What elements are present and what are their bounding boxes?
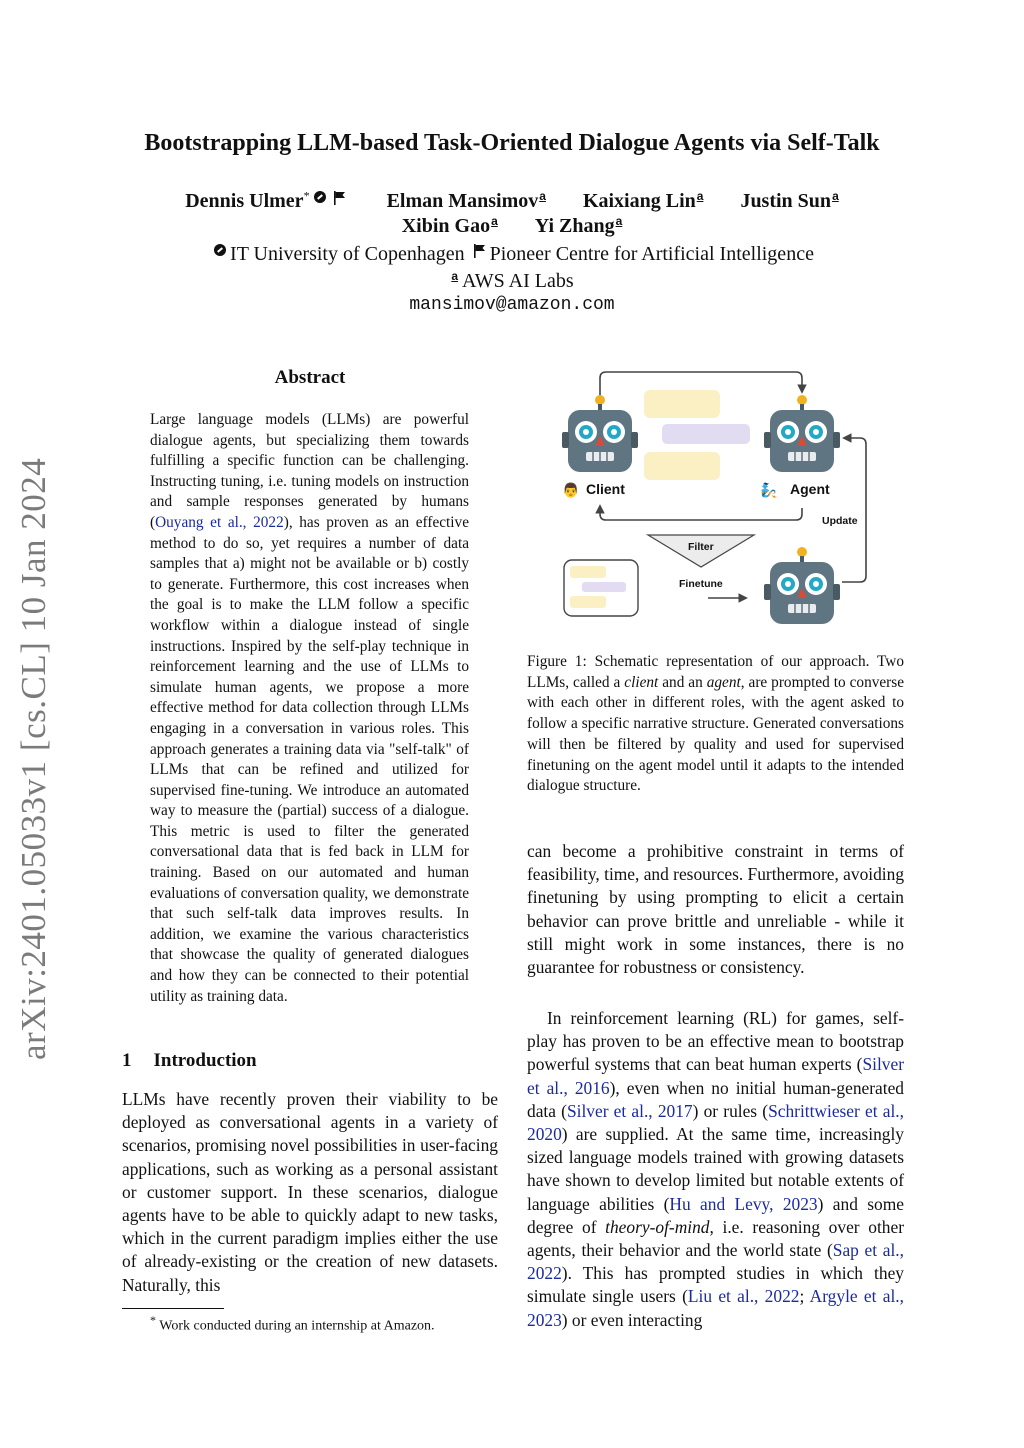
- citation-link[interactable]: Schrittwieser et al., 2020: [527, 1100, 904, 1145]
- agent-robot-icon: [764, 395, 840, 472]
- affiliation-itu: IT University of Copenhagen: [230, 243, 465, 265]
- author: Kaixiang Lina: [582, 188, 704, 212]
- figure-1: [548, 368, 878, 638]
- footnote-rule: [122, 1308, 224, 1309]
- citation-link[interactable]: Hu and Levy, 2023: [669, 1193, 818, 1214]
- agent-label: Agent: [790, 481, 830, 497]
- itu-logo-icon: [314, 191, 326, 203]
- author: Elman Mansimova: [386, 188, 546, 212]
- chat-bubble-icon: [644, 452, 720, 480]
- finetune-label: Finetune: [679, 578, 723, 590]
- section-heading: 1 Introduction: [122, 1050, 257, 1071]
- author-row-1: [0, 188, 1024, 213]
- flag-icon: [334, 191, 346, 205]
- finetuned-robot-icon: [764, 547, 840, 624]
- abstract-heading: Abstract: [274, 367, 346, 388]
- itu-logo-icon: [214, 244, 226, 256]
- paragraph: can become a prohibitive constraint in terms of feasibility, time, and resources. Furthermore, avoiding finetuning by using prompting to elicit a certain behavior can prove brittle and unreliable - while it still might work in some instances, there is no guarantee for robustness or consistency.: [527, 841, 905, 978]
- client-person-icon: 👨: [562, 484, 580, 499]
- filter-label: Filter: [688, 541, 714, 553]
- author: Xibin Gaoa: [401, 214, 498, 237]
- update-label: Update: [822, 515, 858, 527]
- citation-link[interactable]: Liu et al., 2022: [687, 1286, 800, 1307]
- contact-email[interactable]: mansimov@amazon.com: [409, 295, 615, 315]
- introduction-body: LLMs have recently proven their viability to be deployed as conversational agents in a variety of scenarios, promising novel possibilities in user-facing applications, such as working as a personal assistant or customer support. In these scenarios, dialogue agents have to be able to quickly adapt to new tasks, which in the current paradigm implies either the use of already-existing or the creation of new datasets. Naturally, this: [122, 1089, 498, 1295]
- author: Yi Zhanga: [534, 214, 623, 237]
- dialogue-arrow-bottom: [600, 506, 802, 520]
- agent-person-icon: 🧞: [760, 484, 778, 499]
- affiliation-aws-row: [0, 269, 1024, 293]
- citation-link[interactable]: Sap et al., 2022: [527, 1240, 905, 1284]
- author-row-2: [0, 214, 1024, 238]
- citation-link[interactable]: Argyle et al., 2023: [527, 1286, 904, 1330]
- paper-title: Bootstrapping LLM-based Task-Oriented Dialogue Agents via Self-Talk: [144, 130, 880, 156]
- aws-icon: a: [491, 214, 498, 228]
- abstract-body: Large language models (LLMs) are powerful dialogue agents, but specializing them towards fulfilling a specific function can be challenging. Instructing tuning, i.e. tuning models on instruction and sample responses generated by humans (Ouyang et al., 2022), has proven as an effective method to do so, yet requires a number of data samples that a) might not be available or b) costly to generate. Furthermore, this cost increases when the goal is to make the LLM follow a specific workflow within a dialogue instead of single instructions. Inspired by the self-play technique in reinforcement learning and the use of LLMs to simulate human agents, we propose a more effective method for data collection through LLMs engaging in a conversation in various roles. This approach generates a training data via "self-talk" of LLMs that can be refined and utilized for supervised fine-tuning. We introduce an automated way to measure the (partial) success of a dialogue. This metric is used to filter the generated conversational data that is fed back in LLM for training. Based on our automated and human evaluations of conversation quality, we demonstrate that such self-talk data improves results. In addition, we examine the various characteristics that showcase the quality of generated dialogues and how they can be connected to their potential utility as training data.: [150, 411, 469, 1005]
- arxiv-identifier: arXiv:2401.05033v1 [cs.CL] 10 Jan 2024: [14, 457, 53, 1060]
- citation-link[interactable]: Ouyang et al., 2022: [155, 513, 284, 531]
- affiliation-row: [0, 243, 1024, 266]
- affiliation-pioneer: Pioneer Centre for Artificial Intelligence: [489, 243, 814, 265]
- citation-link[interactable]: Silver et al., 2017: [566, 1100, 693, 1121]
- flag-icon: [474, 244, 486, 258]
- update-arrow: [842, 438, 866, 582]
- figure-caption: Figure 1: Schematic representation of our approach. Two LLMs, called a client and an agent, are prompted to converse with each other in different roles, with the agent asked to follow a specific narrative structure. Generated conversations will then be filtered by quality and used for supervised finetuning on the agent model until it adapts to the intended dialogue structure.: [527, 653, 905, 795]
- citation-link[interactable]: Silver et al., 2016: [527, 1054, 904, 1098]
- aws-icon: a: [539, 188, 546, 203]
- aws-icon: a: [615, 214, 623, 228]
- author: Dennis Ulmer*: [185, 190, 349, 212]
- chat-bubble-icon: [662, 424, 750, 444]
- paragraph: In reinforcement learning (RL) for games, self-play has proven to be an effective mean to bootstrap powerful systems that can beat human experts (Silver et al., 2016), even when no initial human-generated data (Silver et al., 2017) or rules (Schrittwieser et al., 2020) are supplied. At the same time, increasingly sized language models trained with growing datasets have shown to develop limited but notable extents of language abilities (Hu and Levy, 2023) and some degree of theory-of-mind, i.e. reasoning over other agents, their behavior and the world state (Sap et al., 2022). This has prompted studies in which they simulate single users (Liu et al., 2022; Argyle et al., 2023) or even interacting: [527, 1008, 905, 1330]
- client-label: Client: [586, 481, 625, 497]
- aws-icon: a: [832, 188, 839, 203]
- aws-icon: a: [451, 269, 459, 283]
- author: Justin Suna: [740, 188, 839, 212]
- footnote: * Work conducted during an internship at Amazon.: [150, 1313, 435, 1334]
- aws-icon: a: [696, 188, 704, 203]
- chat-bubble-icon: [644, 390, 720, 418]
- client-robot-icon: [562, 395, 638, 472]
- affiliation-aws: AWS AI Labs: [461, 270, 574, 292]
